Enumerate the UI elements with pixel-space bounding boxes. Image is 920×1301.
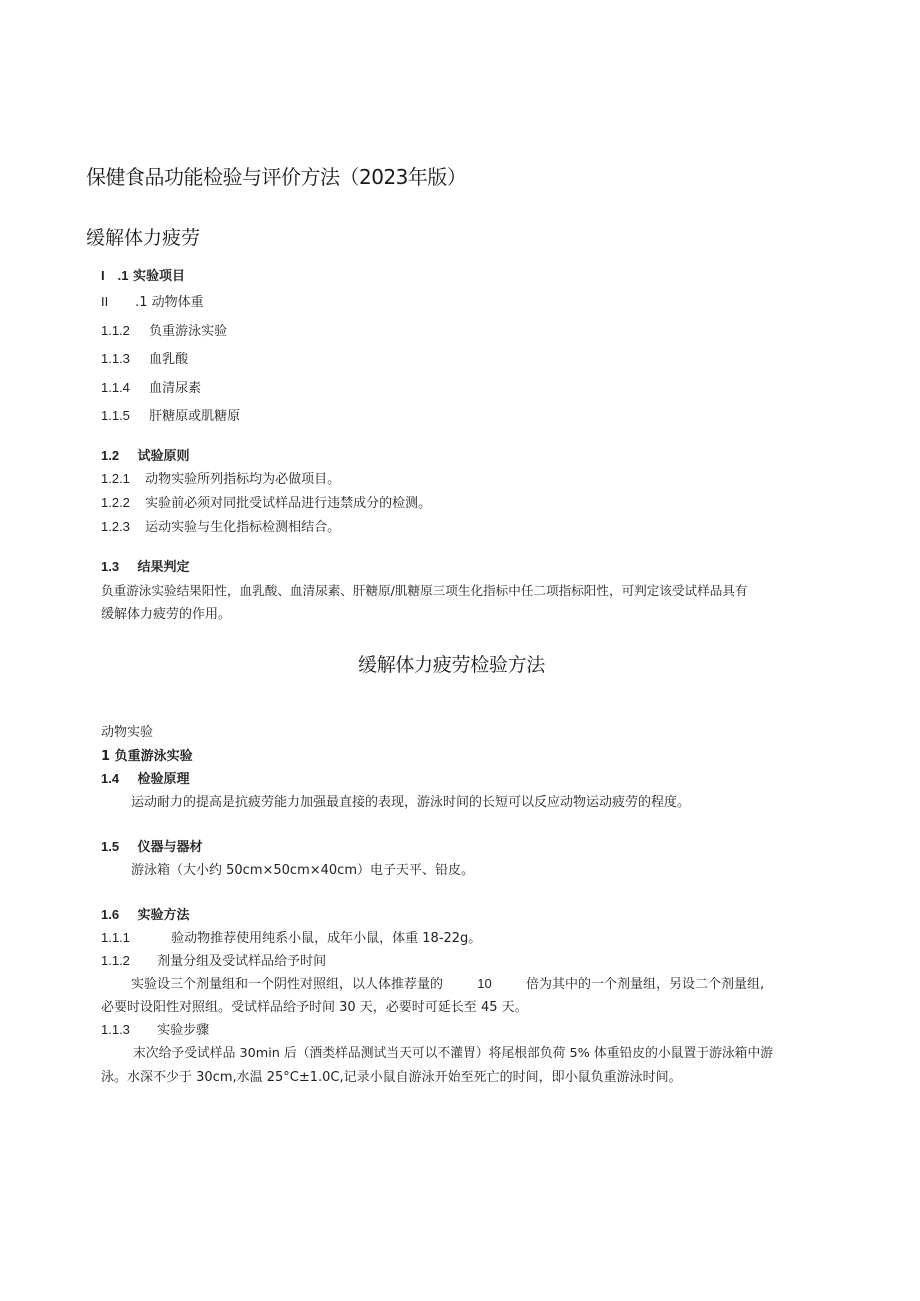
method-step-text: 实验步骤 xyxy=(157,1023,210,1038)
heading-1-3 xyxy=(101,556,190,575)
document-title: 保健食品功能检验与评价方法（2023年版） xyxy=(86,165,467,189)
heading-1-1 xyxy=(101,265,185,284)
heading-1-1-label: 实验项目 xyxy=(133,269,186,284)
heading-1-5-label: 仪器与器材 xyxy=(137,840,203,855)
list-item-number: 1.2.1 xyxy=(101,471,130,486)
list-item xyxy=(101,405,240,424)
method-step-number: 1.1.3 xyxy=(101,1022,130,1037)
section-title: 缓解体力疲劳 xyxy=(86,227,201,249)
dosage-text-line2: 必要时设阳性对照组。受试样品给予时间 30 天，必要时可延长至 45 天。 xyxy=(101,1000,528,1015)
list-item-number: 1.1.3 xyxy=(101,351,130,366)
list-item-number: 1.1.4 xyxy=(101,380,130,395)
heading-1-6 xyxy=(101,904,190,923)
method-step-number: 1.1.2 xyxy=(101,953,130,968)
list-item-text: 动物实验所列指标均为必做项目。 xyxy=(145,472,341,487)
dosage-text-c: 倍为其中的一个剂量组，另设二个剂量组, xyxy=(526,977,765,992)
list-item-text: 负重游泳实验 xyxy=(149,324,228,339)
list-item-number: 1.2.2 xyxy=(101,495,130,510)
heading-1-4-number: 1.4 xyxy=(101,771,120,786)
dosage-text-line1 xyxy=(131,973,764,992)
list-item-text: 实验前必须对同批受试样品进行违禁成分的检测。 xyxy=(145,496,432,511)
animal-experiment-label: 动物实验 xyxy=(101,725,154,740)
swim-test-title: 1 负重游泳实验 xyxy=(101,749,193,764)
list-item-number: 1.1.5 xyxy=(101,408,130,423)
heading-1-2-number: 1.2 xyxy=(101,448,120,463)
method-title: 缓解体力疲劳检验方法 xyxy=(358,654,546,676)
list-item xyxy=(101,468,340,487)
list-item xyxy=(101,320,227,339)
method-step-number: 1.1.1 xyxy=(101,930,130,945)
heading-1-3-number: 1.3 xyxy=(101,559,120,574)
procedure-text-line1: 末次给予受试样品 30min 后（酒类样品测试当天可以不灌胃）将尾根部负荷 5% 体重铅皮的小鼠置于游泳箱中游 xyxy=(133,1046,774,1061)
list-item xyxy=(101,348,188,367)
dosage-text-a: 实验设三个剂量组和一个阴性对照组，以人体推荐量的 xyxy=(131,977,444,992)
heading-1-6-label: 实验方法 xyxy=(137,908,190,923)
list-item-number: 1.1.2 xyxy=(101,323,130,338)
list-item-text: .1 动物体重 xyxy=(135,295,204,310)
method-step-1 xyxy=(101,927,481,946)
principle-text: 运动耐力的提高是抗疲劳能力加强最直接的表现，游泳时间的长短可以反应动物运动疲劳的程度。 xyxy=(131,795,691,810)
list-item xyxy=(101,291,204,310)
dosage-multiplier: 10 xyxy=(477,976,492,991)
method-step-text: 验动物推荐使用纯系小鼠，成年小鼠，体重 18-22g。 xyxy=(171,931,482,946)
list-item-text: 血清尿素 xyxy=(149,381,202,396)
list-item-text: 肝糖原或肌糖原 xyxy=(149,409,241,424)
heading-1-4-label: 检验原理 xyxy=(137,772,190,787)
heading-1-6-number: 1.6 xyxy=(101,907,120,922)
procedure-text-line2: 泳。水深不少于 30cm,水温 25°C±1.0C,记录小鼠自游泳开始至死亡的时间，即小鼠负重游泳时间。 xyxy=(101,1070,682,1085)
list-item xyxy=(101,516,340,535)
list-item-text: 运动实验与生化指标检测相结合。 xyxy=(145,520,341,535)
list-item xyxy=(101,377,201,396)
heading-1-2 xyxy=(101,445,190,464)
list-item-text: 血乳酸 xyxy=(149,352,189,367)
heading-1-5 xyxy=(101,836,203,855)
heading-1-4 xyxy=(101,768,190,787)
list-item xyxy=(101,492,431,511)
list-item-number: 1.2.3 xyxy=(101,519,130,534)
result-text-line1: 负重游泳实验结果阳性，血乳酸、血清尿素、肝糖原/肌糖原三项生化指标中任二项指标阳性，可判定该受试样品具有 xyxy=(101,583,748,598)
result-text-line2: 缓解体力疲劳的作用。 xyxy=(101,607,232,622)
heading-1-2-label: 试验原则 xyxy=(137,449,190,464)
heading-1-1-number: I .1 xyxy=(101,268,129,283)
equipment-text: 游泳箱（大小约 50cm×50cm×40cm）电子天平、铅皮。 xyxy=(131,863,474,878)
method-step-text: 剂量分组及受试样品给予时间 xyxy=(157,954,327,969)
method-step-2 xyxy=(101,950,326,969)
method-step-3 xyxy=(101,1019,209,1038)
heading-1-3-label: 结果判定 xyxy=(137,560,190,575)
list-item-number: II xyxy=(101,294,109,309)
heading-1-5-number: 1.5 xyxy=(101,839,120,854)
